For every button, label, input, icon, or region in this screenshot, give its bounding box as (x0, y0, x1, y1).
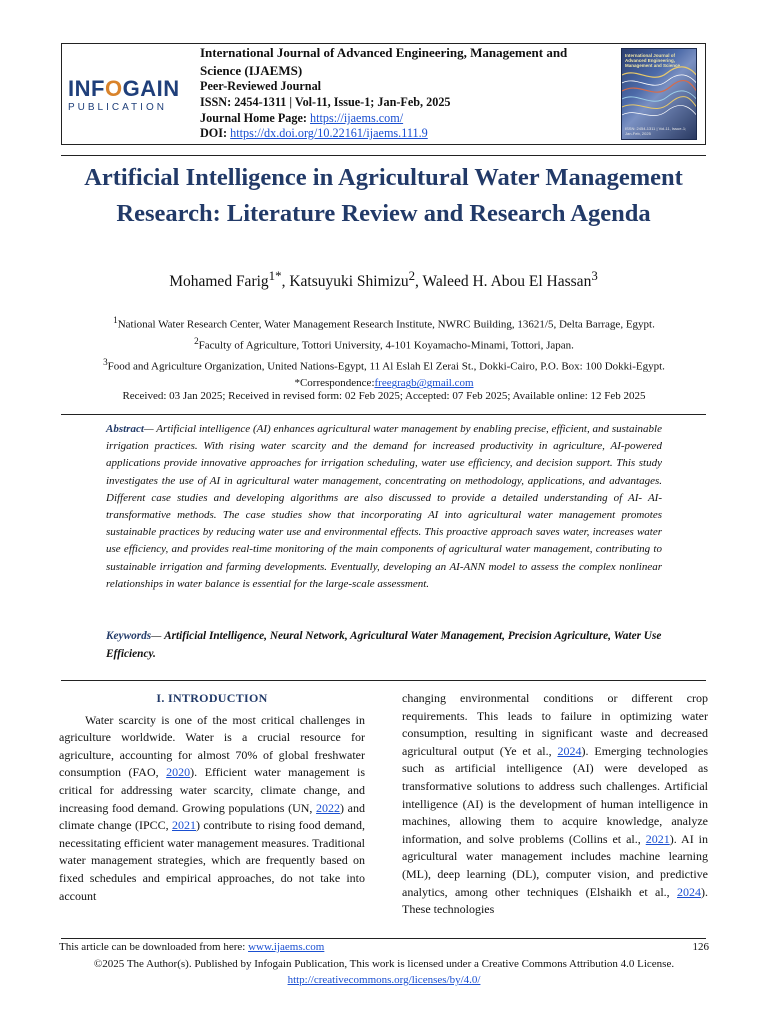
citation-link[interactable]: 2020 (166, 765, 191, 780)
body-column-left (59, 690, 365, 905)
intro-paragraph: Water scarcity is one of the most critical challenges in agriculture worldwide. Water is a crucial resource for agriculture, accounting for almost 70% of global freshwater consumption (FAO, 2020). Efficient water management is critical for addressing water scarcity, climate change, and increasing food demand. Growing populations (UN, 2022) and climate change (IPCC, 2021) contribute to rising food demand, necessitating efficient water management measures. Traditional water management strategies, which are frequently based on fixed schedules and empirical approaches, do not take into account (59, 712, 366, 903)
logo-wordmark: INFOGAIN (68, 76, 180, 101)
citation-link[interactable]: 2022 (316, 800, 341, 815)
author: Katsuyuki Shimizu (289, 273, 409, 291)
download-link[interactable]: www.ijaems.com (248, 941, 325, 953)
cover-title: International Journal of Advanced Engineering, Management and Science (625, 53, 681, 68)
abstract-divider-top (61, 414, 706, 415)
citation-link[interactable]: 2021 (645, 831, 670, 846)
journal-header (61, 43, 706, 145)
peer-reviewed-label: Peer-Reviewed Journal (200, 79, 322, 93)
correspondence: *Correspondence:freegragb@gmail.com (294, 377, 474, 390)
download-line: This article can be downloaded from here: www.ijaems.com (59, 941, 325, 953)
journal-name: International Journal of Advanced Engineering, Management and Science (IJAEMS) (200, 45, 568, 78)
publication-dates: Received: 03 Jan 2025; Received in revised form: 02 Feb 2025; Accepted: 07 Feb 2025; Available online: 12 Feb 2025 (122, 390, 646, 402)
keywords-label: Keywords (106, 630, 152, 642)
affiliation-2: $^2$Faculty of Agriculture, Tottori University, 4-101 Koyamacho-Minami, Tottori, Japan. (194, 336, 574, 352)
logo-subtitle: PUBLICATION (68, 102, 167, 113)
cover-footer: ISSN: 2454-1311 | Vol-11, Issue-1; Jan-Feb, 2025 (625, 126, 687, 136)
journal-cover-image (621, 48, 697, 140)
citation-link[interactable]: 2024 (557, 743, 582, 758)
doi-line: DOI: https://dx.doi.org/10.22161/ijaems.111.9 (200, 126, 428, 141)
section-heading-introduction: I. INTRODUCTION (156, 691, 268, 705)
affiliation-3: $^3$Food and Agriculture Organization, United Nations-Egypt, 11 Al Eslah El Zerai St., Dokki-Cairo, P.O. Box: 100 Dokki-Egypt. (103, 357, 665, 373)
body-column-right (402, 690, 708, 919)
author: Waleed H. Abou El Hassan (422, 273, 592, 291)
abstract-divider-bottom (61, 680, 706, 681)
publisher-logo (68, 78, 190, 122)
abstract-label: Abstract (106, 423, 144, 435)
affiliation-1: $^1$National Water Research Center, Water Management Research Institute, NWRC Building, 13621/5, Delta Barrage, Egypt. (113, 315, 655, 331)
keywords-text: Artificial Intelligence, Neural Network, Agricultural Water Management, Precision Agriculture, Water Use Efficiency. (106, 630, 662, 660)
intro-paragraph-continued: changing environmental conditions or different crop requirements. This leads to failure in optimizing water consumption, resulting in significant waste and decreased agricultural output (Ye et al., 2024). Emerging technologies such as artificial intelligence (AI) were developed as transformative solutions to address such challenges. Artificial intelligence (AI) is the development of human intelligence in machines, allowing them to acquire knowledge, analyze information, and solve problems (Collins et al., 2021). AI in agricultural water management includes machine learning (ML), deep learning (DL), computer vision, and predictive analytics, among other techniques (Elshaikh et al., 2024). These technologies (402, 691, 708, 917)
paper-title: Artificial Intelligence in Agricultural Water Management Research: Literature Review and Research Agenda (84, 164, 683, 227)
footer-divider (61, 938, 706, 939)
author: Mohamed Farig (169, 273, 269, 291)
abstract (106, 421, 662, 593)
cover-artwork (622, 65, 697, 119)
homepage-line: Journal Home Page: https://ijaems.com/ (200, 110, 404, 125)
keywords: Keywords— Artificial Intelligence, Neural Network, Agricultural Water Management, Precision Agriculture, Water Use Efficiency. (106, 630, 662, 660)
correspondence-email-link[interactable]: freegragb@gmail.com (374, 377, 474, 390)
affiliations (40, 312, 728, 392)
doi-link[interactable]: https://dx.doi.org/10.22161/ijaems.111.9 (230, 126, 428, 141)
authors-line: Mohamed Farig$^{1*}$, Katsuyuki Shimizu$^2$, Waleed H. Abou El Hassan$^3$ (169, 268, 598, 291)
citation-link[interactable]: 2024 (677, 884, 701, 899)
homepage-link[interactable]: https://ijaems.com/ (310, 110, 404, 125)
header-divider (61, 155, 706, 156)
citation-link[interactable]: 2021 (172, 818, 196, 833)
journal-info (200, 44, 610, 142)
abstract-text: — Artificial intelligence (AI) enhances agricultural water management by enabling precise, efficient, and sustainable irrigation practices. With rising water scarcity and the demand for increased productivity in agriculture, AI-powered applications provide innovative approaches for irrigation scheduling, water use efficiency, and decision support. This study investigates the use of AI in agricultural water management, concentrating on methodology, applications, and advantages. Different case studies and developing algorithms are also discussed to provide a detailed understanding of AI- AI-transformative methods. The case studies show that incorporating AI into agricultural water management promotes sustainable practices by reducing water use and environmental effects. This proactive approach saves water, increases water use efficiency, and provides real-time monitoring of the main components of agricultural water management, contributing to sustainable irrigation and farming developments. Eventually, developing an AI-ANN model to assess the complex nonlinear relationships in water balance is essential for the large-scale assessment. (106, 423, 662, 590)
issn-line: ISSN: 2454-1311 | Vol-11, Issue-1; Jan-Feb, 2025 (200, 94, 451, 109)
page-number: 126 (692, 941, 709, 953)
license-link[interactable]: http://creativecommons.org/licenses/by/4.0/ (287, 974, 481, 986)
license-notice: ©2025 The Author(s). Published by Infogain Publication, This work is licensed under a Creative Commons Attribution 4.0 License. http://creativecommons.org/licenses/by/4.0/ (93, 958, 675, 986)
